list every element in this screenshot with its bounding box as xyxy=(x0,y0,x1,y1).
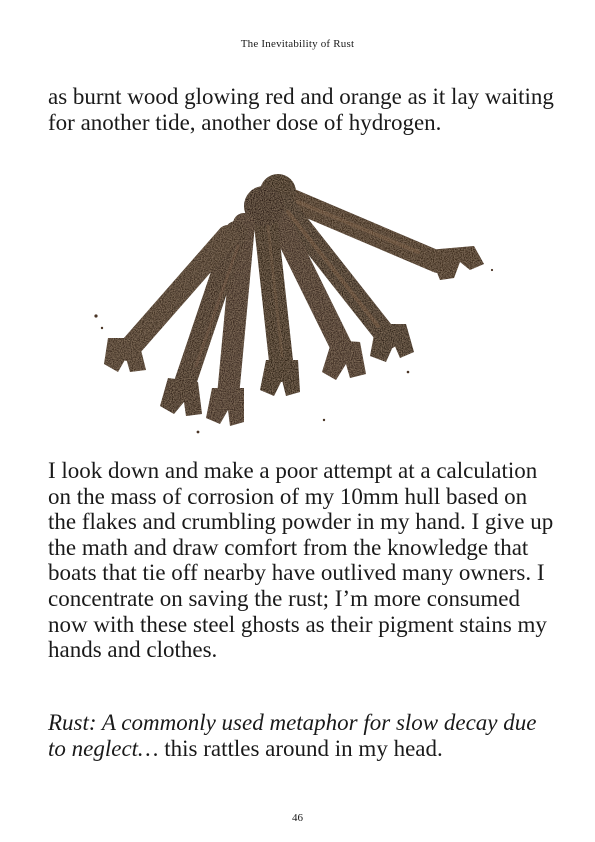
body-paragraph-1: as burnt wood glowing red and orange as it lay waiting for another tide, another dose of hydrogen. xyxy=(48,84,554,135)
running-head: The Inevitability of Rust xyxy=(240,38,355,50)
page-number: 46 xyxy=(292,812,303,824)
body-paragraph-2: I look down and make a poor attempt at a calculation on the mass of corrosion of my 10mm hull based on the flakes and crumbling powder in my hand. I give up the math and draw comfort from the knowledge that boats that tie off nearby have outlived many owners. I concentrate on saving the rust; I’m more consumed now with these steel ghosts as their pigment stains my hands and clothes. xyxy=(48,458,554,663)
rust-flakes xyxy=(94,269,493,434)
rusted-wrenches-photo xyxy=(88,166,498,444)
paragraph-3-roman: this rattles around in my head. xyxy=(158,735,443,761)
body-paragraph-3 xyxy=(48,710,558,761)
rust-definition-italic: Rust: A commonly used metaphor for slow decay due to neglect… xyxy=(48,710,537,761)
